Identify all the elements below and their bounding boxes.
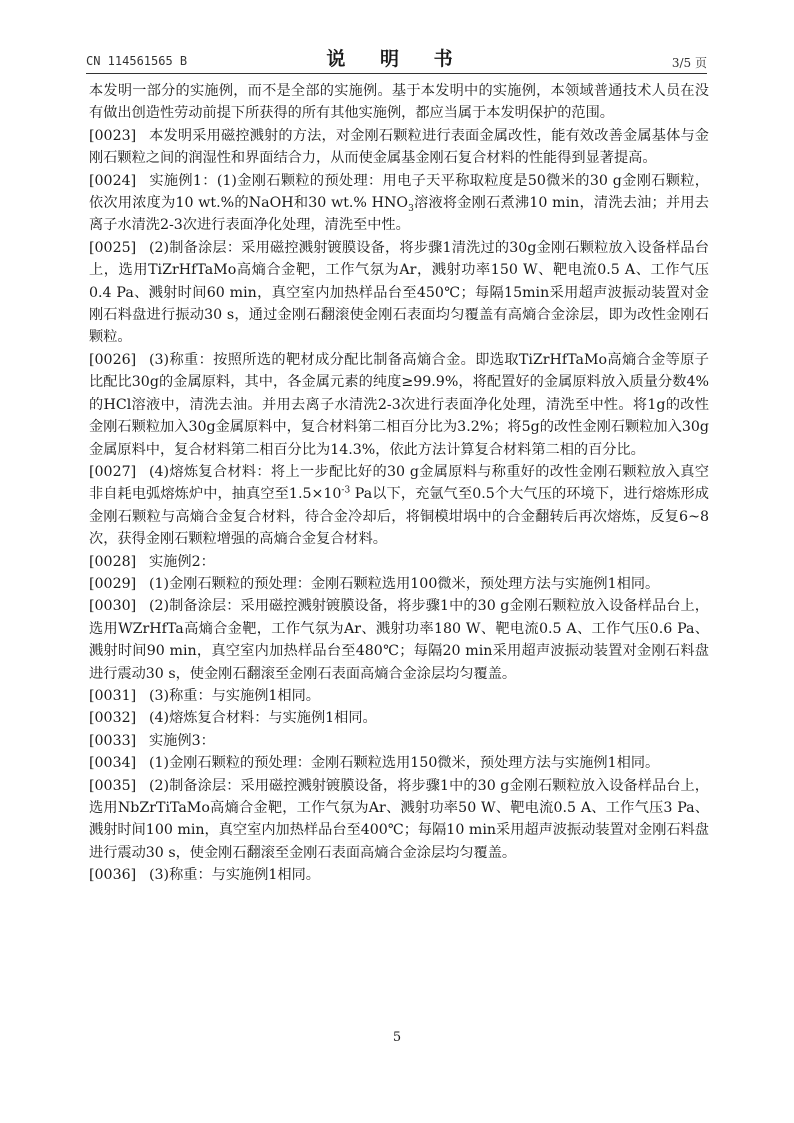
paragraph-number: [0031]: [89, 687, 137, 704]
paragraph-text: (4)熔炼复合材料：将上一步配比好的30 g金属原料与称重好的改性金刚石颗粒放入真空非自耗电弧熔炼炉中，抽真空至1.5×10: [89, 463, 709, 503]
paragraph-text: 本发明一部分的实施例，而不是全部的实施例。基于本发明中的实施例，本领域普通技术人员在没有做出创造性劳动前提下所获得的所有其他实施例，都应当属于本发明保护的范围。: [89, 83, 709, 122]
paragraph: [89, 707, 709, 729]
paragraph-text: 实施例1：(1)金刚石颗粒的预处理：用电子天平称取粒度是50微米的30 g金刚石颗粒，依次用浓度为10 wt.%的NaOH和30 wt.% HNO: [89, 172, 709, 212]
paragraph: [89, 170, 709, 237]
paragraph-number: [0032]: [89, 710, 137, 727]
paragraph-number: [0033]: [89, 732, 137, 749]
paragraph-number: [0026]: [89, 351, 137, 368]
paragraph-number: [0024]: [89, 172, 137, 189]
page-header: [86, 44, 707, 74]
paragraph: [89, 752, 709, 774]
paragraph: [89, 595, 709, 685]
paragraph: [89, 775, 709, 865]
page-number: 5: [392, 1030, 402, 1045]
document-number: CN 114561565 B: [86, 54, 188, 68]
paragraph: [89, 864, 709, 886]
paragraph-text: 溶液将金刚石煮沸10 min，清洗去油；并用去离子水清洗2-3次进行表面净化处理，清洗至中性。: [89, 195, 709, 234]
paragraph: [89, 730, 709, 752]
paragraph-text: (3)称重：与实施例1相同。: [149, 867, 320, 884]
paragraph: [89, 80, 709, 125]
paragraph-text: 实施例3：: [149, 732, 215, 749]
description-body: [89, 80, 709, 887]
paragraph-text: (3)称重：按照所选的靶材成分配比制备高熵合金。即选取TiZrHfTaMo高熵合金等原子比配比30g的金属原料，其中，各金属元素的纯度≥99.9%，将配置好的金属原料放入质量分数4%的HCl溶液中，清洗去油。并用去离子水清洗2-3次进行表面净化处理，清洗至中性。将1g的改性金刚石颗粒加入30g金属原料中，复合材料第二相百分比为3.2%；将5g的改性金刚石颗粒加入30g金属原料中，复合材料第二相百分比为14.3%，依此方法计算复合材料第二相的百分比。: [89, 351, 709, 458]
paragraph-number: [0025]: [89, 239, 137, 256]
paragraph-text: (2)制备涂层：采用磁控溅射镀膜设备，将步骤1中的30 g金刚石颗粒放入设备样品台上，选用WZrHfTa高熵合金靶，工作气氛为Ar、溅射功率180 W、靶电流0.5 A、工作气压0.6 Pa、溅射时间90 min，真空室内加热样品台至480℃；每隔20 min采用超声波振动装置对金刚石料盘进行震动30 s，使金刚石翻滚至金刚石表面高熵合金涂层均匀覆盖。: [89, 598, 709, 682]
paragraph-number: [0035]: [89, 777, 137, 794]
paragraph: [89, 349, 709, 461]
paragraph: [89, 461, 709, 551]
subscript: 3: [408, 203, 414, 214]
paragraph: [89, 685, 709, 707]
paragraph-number: [0027]: [89, 463, 137, 480]
page-title: 说 明 书: [326, 48, 467, 70]
paragraph: [89, 551, 709, 573]
paragraph-number: [0036]: [89, 867, 137, 884]
paragraph-text: Pa以下，充氩气至0.5个大气压的环境下，进行熔炼形成金刚石颗粒与高熵合金复合材料，待合金冷却后，将铜模坩埚中的合金翻转后再次熔炼，反复6~8次，获得金刚石颗粒增强的高熵合金复合材料。: [89, 486, 709, 548]
paragraph: [89, 125, 709, 170]
paragraph: [89, 237, 709, 349]
paragraph-number: [0028]: [89, 553, 137, 570]
paragraph-text: 实施例2：: [149, 553, 215, 570]
paragraph-text: 本发明采用磁控溅射的方法，对金刚石颗粒进行表面金属改性，能有效改善金属基体与金刚石颗粒之间的润湿性和界面结合力，从而使金属基金刚石复合材料的性能得到显著提高。: [89, 127, 709, 167]
paragraph-text: (4)熔炼复合材料：与实施例1相同。: [149, 710, 377, 727]
paragraph: [89, 573, 709, 595]
paragraph-text: (1)金刚石颗粒的预处理：金刚石颗粒选用150微米，预处理方法与实施例1相同。: [149, 755, 660, 772]
paragraph-text: (2)制备涂层：采用磁控溅射镀膜设备，将步骤1清洗过的30g金刚石颗粒放入设备样品台上，选用TiZrHfTaMo高熵合金靶，工作气氛为Ar，溅射功率150 W、靶电流0.5 A、工作气压0.4 Pa、溅射时间60 min，真空室内加热样品台至450℃；每隔15min采用超声波振动装置对金刚石料盘进行振动30 s，通过金刚石翻滚使金刚石表面均匀覆盖有高熵合金涂层，即为改性金刚石颗粒。: [89, 239, 709, 346]
paragraph-number: [0034]: [89, 755, 137, 772]
paragraph-text: (3)称重：与实施例1相同。: [149, 687, 320, 704]
paragraph-text: (1)金刚石颗粒的预处理：金刚石颗粒选用100微米，预处理方法与实施例1相同。: [149, 575, 660, 592]
header-divider: [86, 73, 707, 74]
page-count: 3/5 页: [671, 56, 707, 70]
paragraph-number: [0030]: [89, 598, 137, 615]
paragraph-number: [0029]: [89, 575, 137, 592]
superscript: -3: [341, 485, 351, 496]
paragraph-number: [0023]: [89, 127, 137, 144]
paragraph-text: (2)制备涂层：采用磁控溅射镀膜设备，将步骤1中的30 g金刚石颗粒放入设备样品台上，选用NbZrTiTaMo高熵合金靶，工作气氛为Ar、溅射功率50 W、靶电流0.5 A、工作气压3 Pa、溅射时间100 min，真空室内加热样品台至400℃；每隔10 min采用超声波振动装置对金刚石料盘进行震动30 s，使金刚石翻滚至金刚石表面高熵合金涂层均匀覆盖。: [89, 777, 709, 861]
